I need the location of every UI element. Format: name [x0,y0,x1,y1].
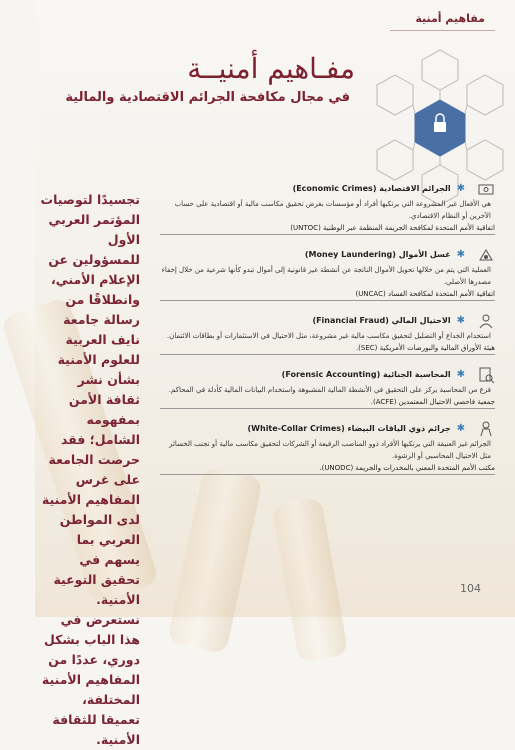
concept-reference [160,290,495,304]
concept-description: استخدام الخداع أو التضليل لتحقيق مكاسب مالية غير مشروعة، مثل الاحتيال في الاستثمارات أو بطاقات الائتمان. [166,332,491,340]
bullet-icon: ✱ [456,368,465,380]
bullet-icon: ✱ [456,182,465,194]
page-title: مفـاهيم أمنيــة [187,52,355,85]
page-subtitle: في مجال مكافحة الجرائم الاقتصادية والمالية [65,90,350,105]
reference-divider [160,354,495,355]
reference-divider [160,408,495,409]
concept-reference-text: جمعية فاحصي الاحتيال المعتمدين (ACFE). [370,398,495,406]
concept-title: الاحتيال المالي (Financial Fraud) [312,315,451,325]
concept-reference [160,224,495,238]
concept-reference [160,398,495,412]
page-number: 104 [460,582,481,595]
concept-heading [160,366,495,382]
concept-entry-financial-fraud [160,312,495,358]
concept-title: غسل الأموال (Money Laundering) [304,249,451,259]
concept-reference-text: مكتب الأمم المتحدة المعني بالمخدرات والجريمة (UNODC). [319,464,495,472]
reference-divider [160,300,495,301]
money-laundering-icon [477,246,495,264]
concept-entry-forensic-accounting [160,366,495,412]
intro-statement: تجسيدًا لتوصيات المؤتمر العربي الأول للمسؤولين عن الإعلام الأمني، وانطلاقًا من رسالة جامعة نايف العربية للعلوم الأمنية بشأن نشر ثقافة الأمن بمفهومه الشامل؛ فقد حرصت الجامعة على غرس المفاهيم الأمنية لدى المواطن العربي بما يسهم في تحقيق التوعية الأمنية. نستعرض في هذا الباب بشكل دوري، عددًا من المفاهيم الأمنية المختلفة، تعميقا للثقافة الأمنية. [40,192,140,747]
concept-heading [160,246,495,262]
concept-reference-text: اتفاقية الأمم المتحدة لمكافحة الجريمة المنظمة عبر الوطنية (UNTOC) [290,224,495,232]
reference-divider [160,234,495,235]
concept-title: المحاسبة الجنائية (Forensic Accounting) [281,369,451,379]
concept-entry-white-collar-crimes [160,420,495,478]
bullet-icon: ✱ [456,422,465,434]
concept-reference [160,344,495,358]
concept-title: جرائم ذوي الياقات البيضاء (White-Collar Crimes) [247,423,451,433]
concept-entry-money-laundering [160,246,495,304]
section-tag-divider [390,30,495,31]
section-tag: مفاهيم أمنية [415,12,485,25]
concept-description: الجرائم غير العنيفة التي يرتكبها الأفراد ذوو المناصب الرفيعة أو الشركات لتحقيق مكاسب مالية أو تجنب الخسائر مثل الاحتيال المحاسبي أو الرشوة. [169,440,491,460]
concept-reference-text: هيئة الأوراق المالية والبورصات الأمريكية (SEC). [355,344,495,352]
bullet-icon: ✱ [456,248,465,260]
concept-description: العملية التي يتم من خلالها تحويل الأموال الناتجة عن أنشطة غير قانونية إلى أموال تبدو كأنها شرعية من خلال إخفاء مصدرها الأصلي. [161,266,491,286]
concept-heading [160,180,495,196]
financial-fraud-icon [477,312,495,330]
concept-reference [160,464,495,478]
concepts-list [160,180,495,486]
white-collar-crimes-icon [477,420,495,438]
forensic-accounting-icon [477,366,495,384]
bullet-icon: ✱ [456,314,465,326]
concept-description: هي الأفعال غير المشروعة التي يرتكبها أفراد أو مؤسسات بغرض تحقيق مكاسب مالية أو اقتصادية على حساب الآخرين أو النظام الاقتصادي. [174,200,491,220]
concept-entry-economic-crimes [160,180,495,238]
concept-reference-text: اتفاقية الأمم المتحدة لمكافحة الفساد (UNCAC) [355,290,495,298]
economic-crimes-icon [477,180,495,198]
concept-description: فرع من المحاسبة يركز على التحقيق في الأنشطة المالية المشبوهة واستخدام البيانات المالية كأدلة في المحاكم. [168,386,491,394]
concept-heading [160,312,495,328]
concept-title: الجرائم الاقتصادية (Economic Crimes) [292,183,451,193]
concept-heading [160,420,495,436]
reference-divider [160,474,495,475]
